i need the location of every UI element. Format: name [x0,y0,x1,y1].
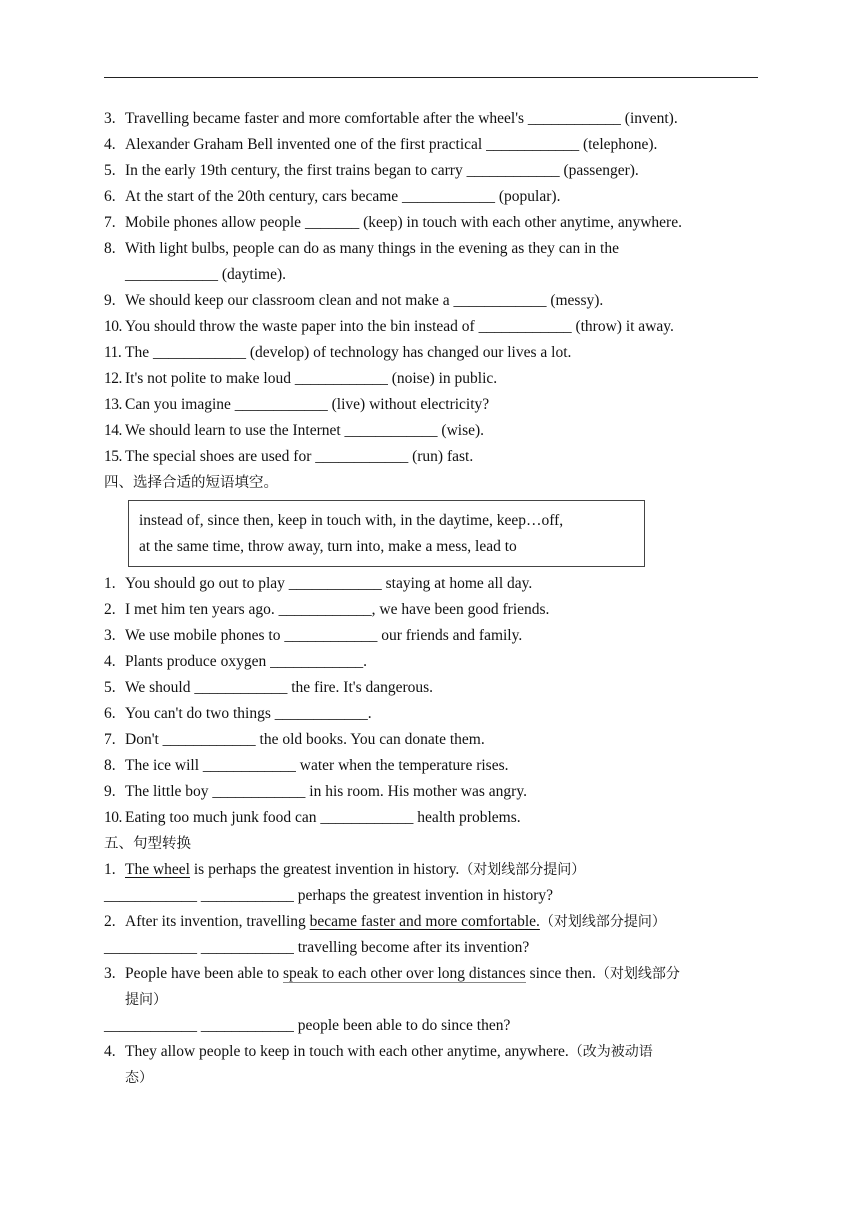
item-text: The special shoes are used for ____________ (run) fast. [125,448,474,465]
item-text: We should keep our classroom clean and not make a ____________ (messy). [125,292,604,309]
list-item: 1. The wheel is perhaps the greatest invention in history.（对划线部分提问） [104,861,586,878]
section-heading: 五、句型转换 [104,836,191,852]
item-text: The little boy ____________ in his room. His mother was angry. [125,783,527,800]
item-text: You should go out to play ____________ staying at home all day. [125,575,533,592]
list-item: 3. We use mobile phones to ____________ our friends and family. [104,627,523,644]
list-item-continuation: 提问） [125,992,167,1008]
item-text: In the early 19th century, the first trains began to carry ____________ (passenger). [125,162,639,179]
list-item-continuation: 态） [125,1070,153,1086]
answer-line: ____________ ____________ people been able to do since then? [104,1017,511,1034]
item-text: We use mobile phones to ____________ our friends and family. [125,627,523,644]
item-text: You can't do two things ____________. [125,705,372,722]
list-item: 4. Alexander Graham Bell invented one of the first practical ____________ (telephone). [104,136,658,153]
list-item: 12. It's not polite to make loud ____________ (noise) in public. [104,370,498,387]
item-text: The ____________ (develop) of technology has changed our lives a lot. [125,344,572,361]
list-item: 3. Travelling became faster and more comfortable after the wheel's ____________ (invent). [104,110,678,127]
item-text: The ice will ____________ water when the temperature rises. [125,757,509,774]
list-item: 6. You can't do two things ____________. [104,705,372,722]
list-item: 5. In the early 19th century, the first trains began to carry ____________ (passenger). [104,162,639,179]
list-item: 6. At the start of the 20th century, cars became ____________ (popular). [104,188,561,205]
item-text: With light bulbs, people can do as many things in the evening as they can in the [125,240,619,257]
instruction: （对划线部分提问） [539,914,666,930]
item-text: Don't ____________ the old books. You can donate them. [125,731,485,748]
underlined-phrase: speak to each other over long distances [282,965,526,982]
item-text: At the start of the 20th century, cars became ____________ (popular). [125,188,561,205]
list-item: 13. Can you imagine ____________ (live) without electricity? [104,396,490,413]
list-item: 9. We should keep our classroom clean and not make a ____________ (messy). [104,292,604,309]
instruction: （改为被动语 [568,1044,653,1060]
list-item: 4. They allow people to keep in touch with each other anytime, anywhere.（改为被动语 [104,1043,653,1060]
list-item: 8. The ice will ____________ water when the temperature rises. [104,757,509,774]
list-item: 15. The special shoes are used for ____________ (run) fast. [104,448,474,465]
list-item: 5. We should ____________ the fire. It's dangerous. [104,679,434,696]
answer-line: ____________ ____________ travelling become after its invention? [104,939,530,956]
list-item-continuation: ____________ (daytime). [125,266,287,283]
item-text: Eating too much junk food can ____________ health problems. [125,809,521,826]
item-text: I met him ten years ago. ____________, we have been good friends. [125,601,550,618]
list-item: 1. You should go out to play ____________ staying at home all day. [104,575,533,592]
instruction: （对划线部分 [595,966,680,982]
list-item: 14. We should learn to use the Internet ____________ (wise). [104,422,485,439]
list-item: 10. Eating too much junk food can ____________ health problems. [104,809,521,826]
list-item: 8. With light bulbs, people can do as many things in the evening as they can in the [104,240,619,257]
list-item: 7. Mobile phones allow people _______ (keep) in touch with each other anytime, anywhere. [104,214,682,231]
item-text: It's not polite to make loud ____________ (noise) in public. [125,370,498,387]
item-text: Can you imagine ____________ (live) without electricity? [125,396,490,413]
list-item: 2. After its invention, travelling became faster and more comfortable.（对划线部分提问） [104,913,666,930]
answer-line: ____________ ____________ perhaps the greatest invention in history? [104,887,554,904]
worksheet-content [104,106,764,1091]
list-item: 10. You should throw the waste paper into the bin instead of ____________ (throw) it away. [104,318,674,335]
instruction: （对划线部分提问） [459,862,586,878]
list-item: 11. The ____________ (develop) of technology has changed our lives a lot. [104,344,572,361]
item-text: Travelling became faster and more comfortable after the wheel's ____________ (invent). [125,110,678,127]
item-text: We should learn to use the Internet ____________ (wise). [125,422,485,439]
item-text: You should throw the waste paper into the bin instead of ____________ (throw) it away. [125,318,674,335]
list-item: 2. I met him ten years ago. ____________, we have been good friends. [104,601,550,618]
list-item: 4. Plants produce oxygen ____________. [104,653,367,670]
list-item: 7. Don't ____________ the old books. You can donate them. [104,731,485,748]
underlined-phrase: became faster and more comfortable. [309,913,540,930]
section-heading: 四、选择合适的短语填空。 [104,475,278,491]
item-text: Plants produce oxygen ____________. [125,653,367,670]
phrase-box-line: instead of, since then, keep in touch with, in the daytime, keep…off, [139,512,564,529]
item-text: Mobile phones allow people _______ (keep) in touch with each other anytime, anywhere. [125,214,682,231]
item-text: We should ____________ the fire. It's dangerous. [125,679,434,696]
list-item: 3. People have been able to speak to each other over long distances since then.（对划线部分 [104,965,680,982]
header-rule [104,77,758,78]
phrase-box-line: at the same time, throw away, turn into, make a mess, lead to [139,538,517,555]
list-item: 9. The little boy ____________ in his room. His mother was angry. [104,783,527,800]
item-text: Alexander Graham Bell invented one of the first practical ____________ (telephone). [125,136,658,153]
underlined-phrase: The wheel [125,861,190,878]
phrase-box [128,500,645,567]
